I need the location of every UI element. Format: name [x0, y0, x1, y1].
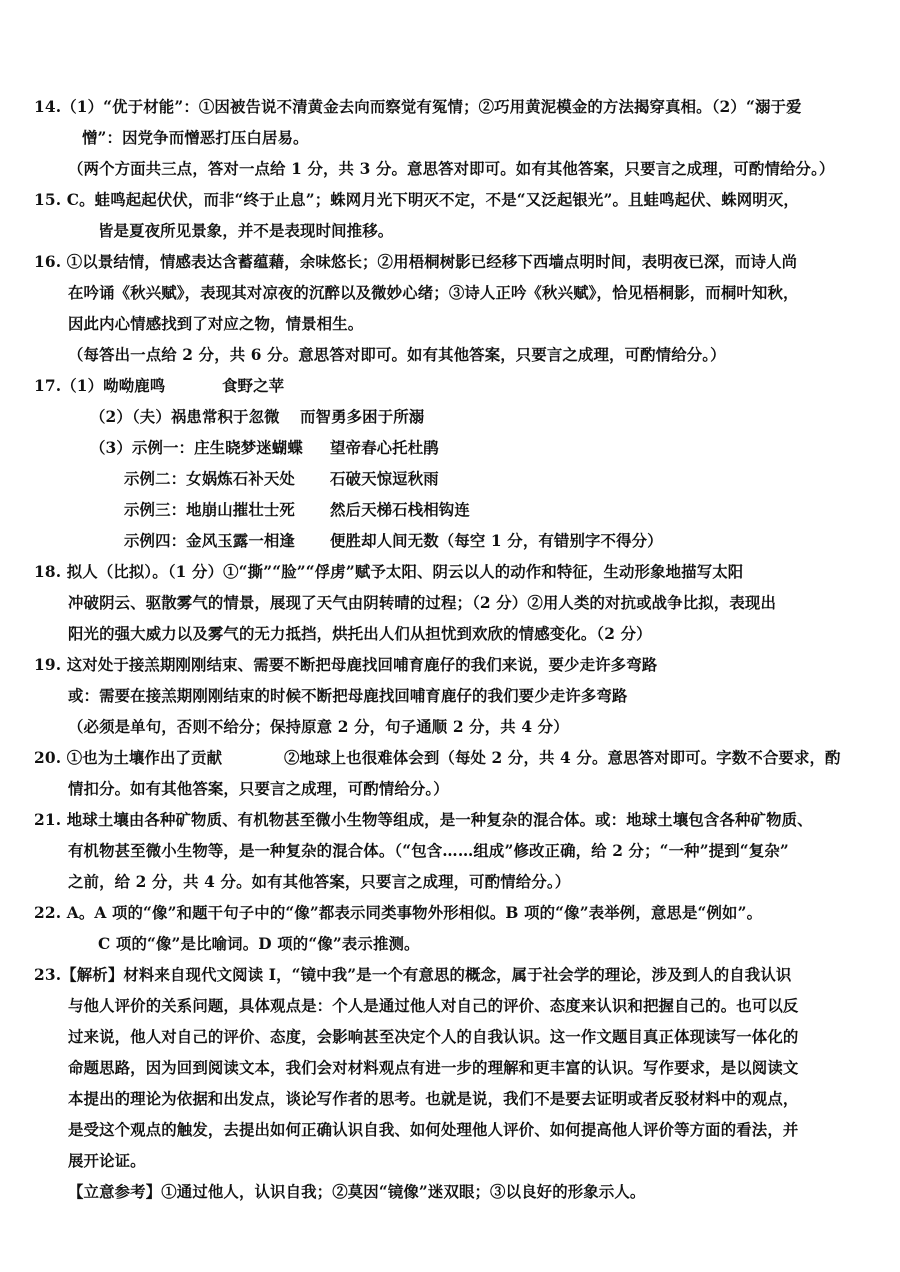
q20-line-1-part-1: 20. ①也为土壤作出了贡献 [34, 749, 223, 767]
q20-line-2: 情扣分。如有其他答案，只要言之成理，可酌情给分。） [68, 780, 449, 798]
q17-3-example-3-label: 示例三：地崩山摧壮士死 [124, 501, 295, 519]
q23-line-3: 过来说，他人对自己的评价、态度，会影响甚至决定个人的自我认识。这一作文题目真正体现读写一体化的 [68, 1028, 799, 1046]
q21-line-2: 有机物甚至微小生物等，是一种复杂的混合体。（“包含……组成”修改正确，给 2 分；“一种”提到“复杂” [68, 842, 789, 860]
q17-3-example-1-answer: 望帝春心托杜鹃 [330, 439, 439, 457]
q23-line-6: 是受这个观点的触发，去提出如何正确认识自我、如何处理他人评价、如何提高他人评价等方面的看法，并 [68, 1121, 799, 1139]
q17-3-example-2-answer: 石破天惊逗秋雨 [330, 470, 439, 488]
q15-line-2: 皆是夏夜所见景象，并不是表现时间推移。 [98, 222, 394, 240]
q16-line-2: 在吟诵《秋兴赋》，表现其对凉夜的沉醉以及微妙心绪；③诗人正吟《秋兴赋》，恰见梧桐影，而桐叶知秋， [68, 284, 799, 302]
q22-line-2: C 项的“像”是比喻词。D 项的“像”表示推测。 [98, 935, 420, 953]
q17-3-example-2-label: 示例二：女娲炼石补天处 [124, 470, 295, 488]
q23-reference-ideas: 【立意参考】①通过他人，认识自我；②莫因“镜像”迷双眼；③以良好的形象示人。 [68, 1183, 646, 1201]
q18-line-1: 18. 拟人（比拟）。（1 分）①“撕”“脸”“俘虏”赋予太阳、阴云以人的动作和特征，生动形象地描写太阳 [34, 563, 744, 581]
q23-line-5: 本提出的理论为依据和出发点，谈论写作者的思考。也就是说，我们不是要去证明或者反驳材料中的观点， [68, 1090, 799, 1108]
q20-line-1-part-2: ②地球上也很难体会到（每处 2 分，共 4 分。意思答对即可。字数不合要求，酌 [284, 749, 841, 767]
q14-line-2: 憎”：因党争而憎恶打压白居易。 [82, 129, 309, 147]
q23-line-2: 与他人评价的关系问题，具体观点是：个人是通过他人对自己的评价、态度来认识和把握自己的。也可以反 [68, 997, 799, 1015]
q17-1-answer: 食野之苹 [222, 377, 285, 395]
q22-line-1: 22. A。A 项的“像”和题干句子中的“像”都表示同类事物外形相似。B 项的“像”表举例，意思是“例如”。 [34, 904, 763, 922]
q18-line-2: 冲破阴云、驱散雾气的情景，展现了天气由阴转晴的过程；（2 分）②用人类的对抗或战争比拟，表现出 [68, 594, 776, 612]
q16-note: （每答出一点给 2 分，共 6 分。意思答对即可。如有其他答案，只要言之成理，可酌情给分。） [68, 346, 726, 364]
q14-line-1: 14.（1）“优于材能”：①因被告说不清黄金去向而察觉有冤情；②巧用黄泥模金的方法揭穿真相。（2）“溺于爱 [34, 98, 802, 116]
q15-line-1: 15. C。蛙鸣起起伏伏，而非“终于止息”；蛛网月光下明灭不定，不是“又泛起银光”。且蛙鸣起伏、蛛网明灭， [34, 191, 799, 209]
q18-line-3: 阳光的强大威力以及雾气的无力抵挡，烘托出人们从担忧到欢欣的情感变化。（2 分） [68, 625, 652, 643]
q17-3-example-4-label: 示例四：金风玉露一相逢 [124, 532, 295, 550]
q17-1-label: 17.（1）呦呦鹿鸣 [34, 377, 166, 395]
q17-3-example-4-answer: 便胜却人间无数（每空 1 分，有错别字不得分） [330, 532, 663, 550]
q23-line-4: 命题思路，因为回到阅读文本，我们会对材料观点有进一步的理解和更丰富的认识。写作要求，是以阅读文 [68, 1059, 799, 1077]
q19-note: （必须是单句，否则不给分；保持原意 2 分，句子通顺 2 分，共 4 分） [68, 718, 569, 736]
q16-line-1: 16. ①以景结情，情感表达含蓄蕴藉，余味悠长；②用梧桐树影已经移下西墙点明时间，表明夜已深，而诗人尚 [34, 253, 798, 271]
q17-3-example-3-answer: 然后天梯石栈相钩连 [330, 501, 470, 519]
q19-line-1: 19. 这对处于接羔期刚刚结束、需要不断把母鹿找回哺育鹿仔的我们来说，要少走许多弯路 [34, 656, 658, 674]
q19-line-2: 或：需要在接羔期刚刚结束的时候不断把母鹿找回哺育鹿仔的我们要少走许多弯路 [68, 687, 628, 705]
q21-line-3: 之前，给 2 分，共 4 分。如有其他答案，只要言之成理，可酌情给分。） [68, 873, 571, 891]
q21-line-1: 21. 地球土壤由各种矿物质、有机物甚至微小生物等组成，是一种复杂的混合体。或：地球土壤包含各种矿物质、 [34, 811, 813, 829]
q14-note: （两个方面共三点，答对一点给 1 分，共 3 分。意思答对即可。如有其他答案，只要言之成理，可酌情给分。） [68, 160, 835, 178]
q23-line-7: 展开论证。 [68, 1152, 146, 1170]
q17-2-label: （2）（夫）祸患常积于忽微 [90, 408, 280, 426]
q23-line-1: 23.【解析】材料来自现代文阅读 I，“镜中我”是一个有意思的概念，属于社会学的理论，涉及到人的自我认识 [34, 966, 792, 984]
q17-3-example-1-label: （3）示例一：庄生晓梦迷蝴蝶 [90, 439, 303, 457]
q17-2-answer: 而智勇多困于所溺 [300, 408, 425, 426]
q16-line-3: 因此内心情感找到了对应之物，情景相生。 [68, 315, 364, 333]
